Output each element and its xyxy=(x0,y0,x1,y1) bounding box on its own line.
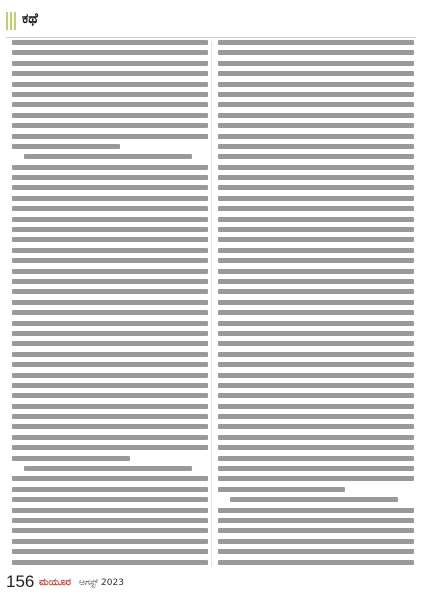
text-line xyxy=(12,497,208,502)
text-line xyxy=(218,82,414,87)
text-line xyxy=(218,154,414,159)
section-accent-stripe xyxy=(6,12,16,30)
text-line xyxy=(12,50,208,55)
text-line xyxy=(218,175,414,180)
column-divider xyxy=(211,42,212,566)
text-line xyxy=(12,206,208,211)
text-line xyxy=(12,341,208,346)
right-text-column xyxy=(218,40,414,568)
text-line xyxy=(218,196,414,201)
text-line xyxy=(24,466,192,471)
text-line xyxy=(12,82,208,87)
text-line xyxy=(218,518,414,523)
text-line xyxy=(218,373,414,378)
text-line xyxy=(12,487,208,492)
text-line xyxy=(218,206,414,211)
text-line xyxy=(12,40,208,45)
text-line xyxy=(218,435,414,440)
text-line xyxy=(218,269,414,274)
text-line xyxy=(12,92,208,97)
text-line xyxy=(218,144,414,149)
text-line xyxy=(218,560,414,565)
text-line xyxy=(12,289,208,294)
text-line xyxy=(12,456,130,461)
text-line xyxy=(218,539,414,544)
text-line xyxy=(218,61,414,66)
text-line xyxy=(218,424,414,429)
text-line xyxy=(218,404,414,409)
text-line xyxy=(12,539,208,544)
text-line xyxy=(12,424,208,429)
text-line xyxy=(12,383,208,388)
text-line xyxy=(12,352,208,357)
issue-date: ಆಗಸ್ಟ್ 2023 xyxy=(79,578,124,588)
text-line xyxy=(218,185,414,190)
text-line xyxy=(12,258,208,263)
text-line xyxy=(12,279,208,284)
text-line xyxy=(12,165,208,170)
text-line xyxy=(218,549,414,554)
text-line xyxy=(12,300,208,305)
text-line xyxy=(218,40,414,45)
header-divider xyxy=(6,37,416,38)
text-line xyxy=(12,310,208,315)
text-line xyxy=(12,61,208,66)
text-line xyxy=(12,217,208,222)
text-line xyxy=(218,445,414,450)
text-line xyxy=(218,248,414,253)
text-line xyxy=(12,321,208,326)
text-line xyxy=(218,414,414,419)
text-line xyxy=(218,50,414,55)
page-footer xyxy=(6,572,416,594)
text-line xyxy=(218,123,414,128)
text-line xyxy=(12,248,208,253)
text-line xyxy=(12,362,208,367)
text-line xyxy=(218,321,414,326)
text-line xyxy=(12,560,208,565)
text-line xyxy=(218,383,414,388)
text-line xyxy=(12,331,208,336)
text-line xyxy=(12,227,208,232)
text-line xyxy=(12,175,208,180)
text-line xyxy=(12,71,208,76)
text-line xyxy=(12,518,208,523)
text-line xyxy=(218,71,414,76)
text-line xyxy=(218,300,414,305)
text-line xyxy=(12,528,208,533)
text-line xyxy=(12,134,208,139)
text-line xyxy=(12,414,208,419)
text-line xyxy=(12,144,120,149)
text-line xyxy=(218,528,414,533)
text-line xyxy=(12,445,208,450)
text-line xyxy=(12,549,208,554)
text-line xyxy=(12,123,208,128)
section-title: ಕಥೆ xyxy=(22,11,38,27)
magazine-logo: ಮಯೂರ xyxy=(39,577,71,588)
text-line xyxy=(12,102,208,107)
text-line xyxy=(12,237,208,242)
text-line xyxy=(12,476,208,481)
text-line xyxy=(230,497,398,502)
text-line xyxy=(218,134,414,139)
text-line xyxy=(12,113,208,118)
text-line xyxy=(218,456,414,461)
text-line xyxy=(218,341,414,346)
text-line xyxy=(218,331,414,336)
text-line xyxy=(12,393,208,398)
text-line xyxy=(218,310,414,315)
text-line xyxy=(218,113,414,118)
text-line xyxy=(218,227,414,232)
text-line xyxy=(218,393,414,398)
text-line xyxy=(12,435,208,440)
text-line xyxy=(218,217,414,222)
text-line xyxy=(218,476,414,481)
text-line xyxy=(12,196,208,201)
text-line xyxy=(12,404,208,409)
text-line xyxy=(218,289,414,294)
text-line xyxy=(218,92,414,97)
text-line xyxy=(12,508,208,513)
text-line xyxy=(218,508,414,513)
text-line xyxy=(218,487,345,492)
left-text-column xyxy=(12,40,208,568)
text-line xyxy=(218,165,414,170)
text-line xyxy=(24,154,192,159)
text-line xyxy=(218,237,414,242)
page-number: 156 xyxy=(6,572,35,591)
text-line xyxy=(12,373,208,378)
text-line xyxy=(218,279,414,284)
text-line xyxy=(218,352,414,357)
text-line xyxy=(218,258,414,263)
text-line xyxy=(218,466,414,471)
text-line xyxy=(218,362,414,367)
page-header xyxy=(6,10,416,34)
text-line xyxy=(12,269,208,274)
text-line xyxy=(12,185,208,190)
text-line xyxy=(218,102,414,107)
